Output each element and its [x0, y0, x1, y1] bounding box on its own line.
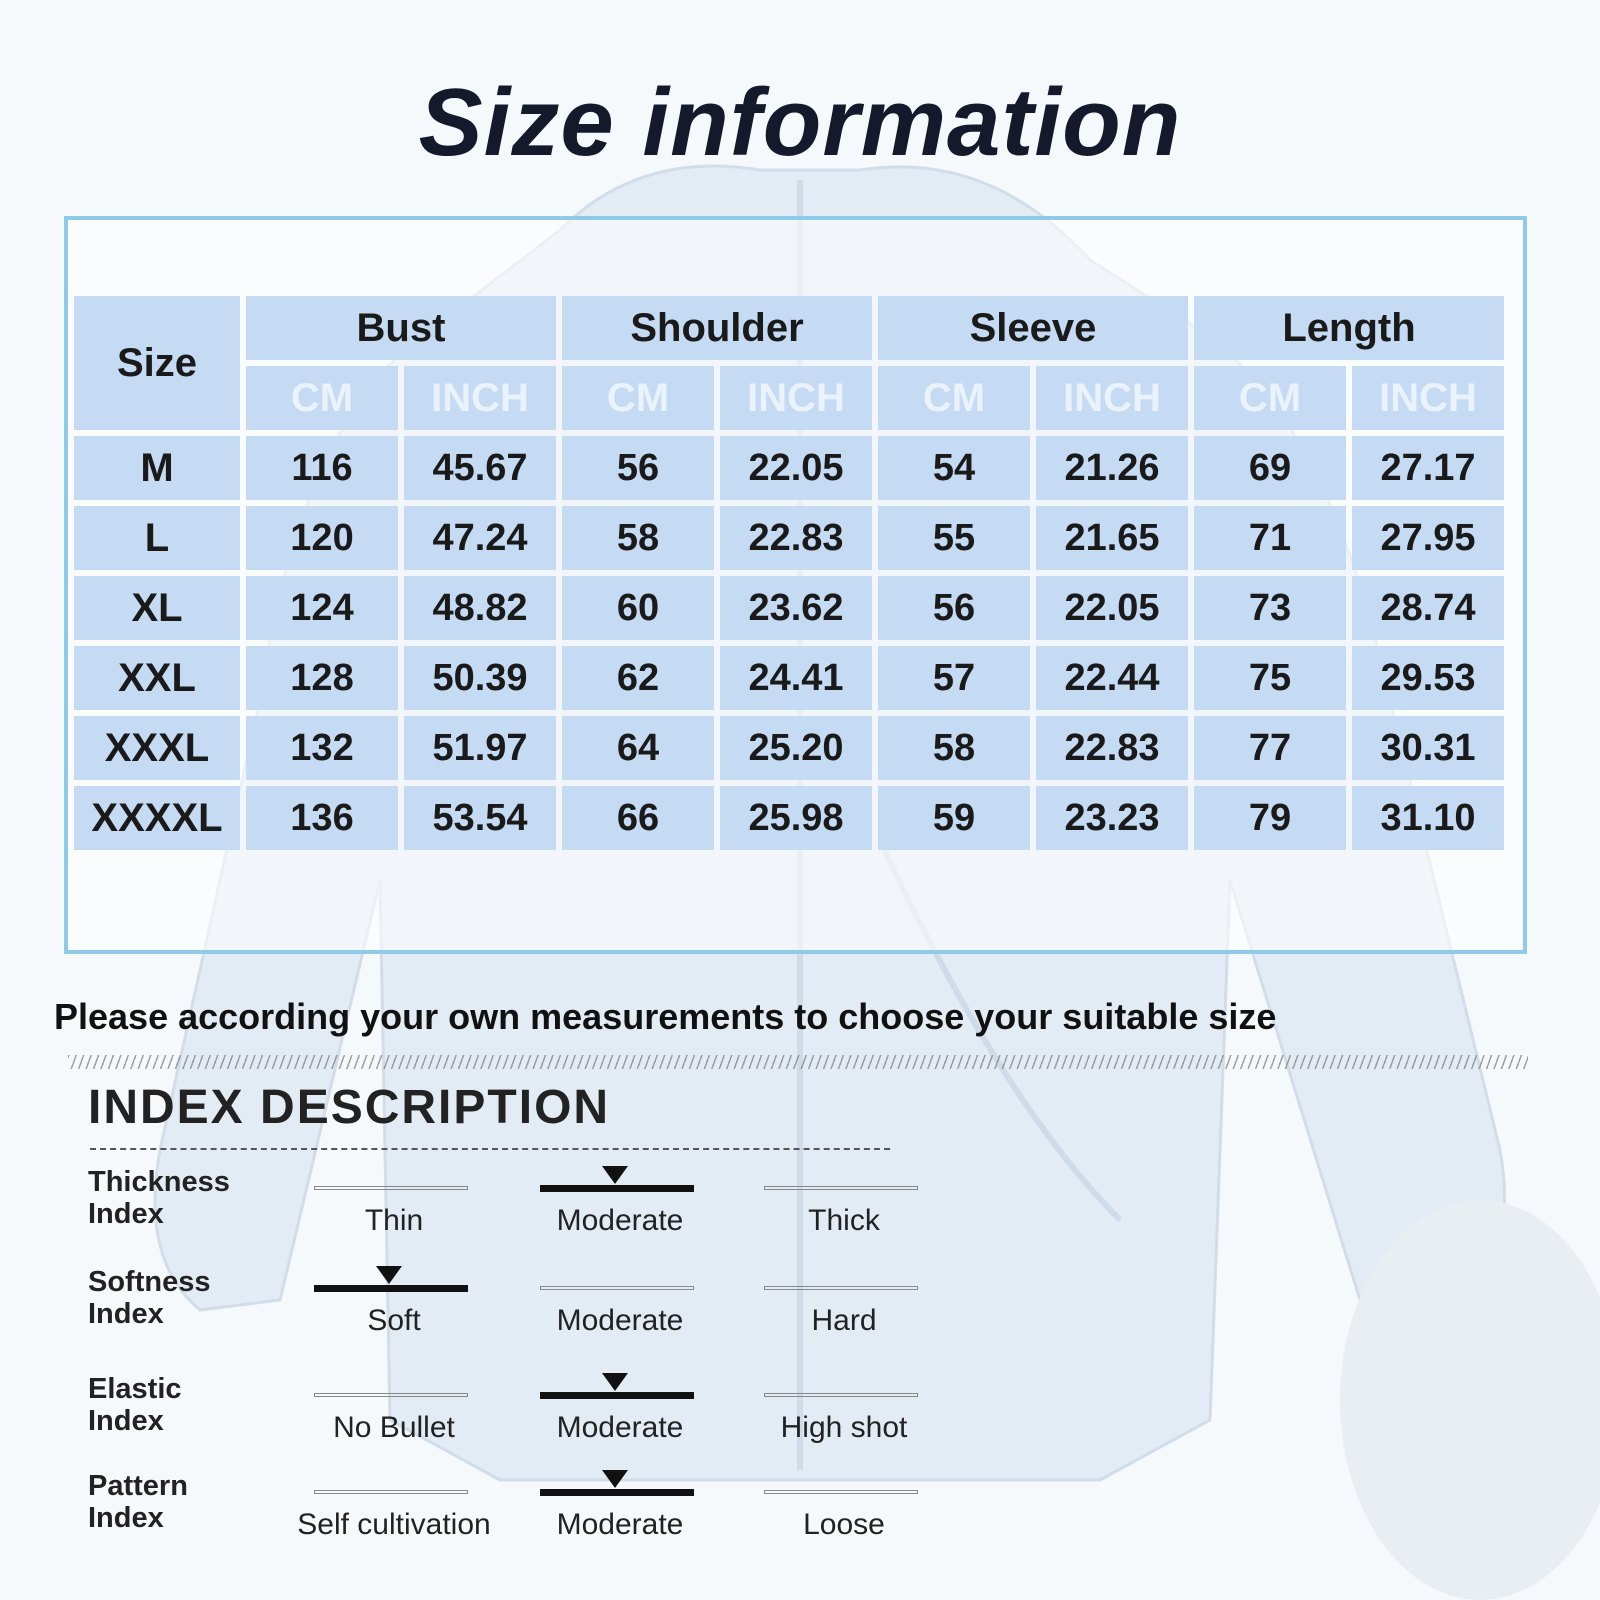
size-column-header: Size	[74, 296, 240, 430]
index-bar	[764, 1286, 918, 1290]
unit-inch: INCH	[1036, 366, 1188, 430]
measurement-cell: 22.83	[720, 506, 872, 570]
index-label-line: Softness	[88, 1266, 211, 1298]
size-cell: XXL	[74, 646, 240, 710]
table-unit-row	[74, 366, 1504, 430]
index-bar	[764, 1393, 918, 1397]
index-option	[764, 1266, 924, 1356]
measurement-cell: 124	[246, 576, 398, 640]
page-title: Size information	[418, 69, 1182, 176]
measurement-cell: 47.24	[404, 506, 556, 570]
index-option	[314, 1166, 474, 1256]
size-table-body	[74, 436, 1504, 850]
index-label-line: Index	[88, 1198, 164, 1230]
index-label	[88, 1166, 268, 1230]
unit-inch: INCH	[720, 366, 872, 430]
measurement-cell: 54	[878, 436, 1030, 500]
sleeve-header: Sleeve	[878, 296, 1188, 360]
index-bar	[314, 1393, 468, 1397]
measurement-cell: 25.20	[720, 716, 872, 780]
index-row	[0, 1266, 1000, 1366]
index-option-label: Thick	[808, 1204, 880, 1237]
table-row	[74, 436, 1504, 500]
index-label-line: Index	[88, 1405, 164, 1437]
measurement-cell: 22.83	[1036, 716, 1188, 780]
index-option	[540, 1166, 700, 1256]
index-bar	[314, 1285, 468, 1292]
index-label-line: Thickness	[88, 1166, 230, 1198]
sizing-advice: Please according your own measurements to choose your suitable size	[54, 996, 1277, 1037]
selected-marker-icon	[602, 1373, 628, 1391]
index-option-label: Hard	[811, 1304, 877, 1337]
measurement-cell: 79	[1194, 786, 1346, 850]
index-option-label: Self cultivation	[297, 1508, 491, 1541]
measurement-cell: 120	[246, 506, 398, 570]
table-row	[74, 716, 1504, 780]
index-label	[88, 1266, 268, 1330]
index-option	[540, 1266, 700, 1356]
unit-cm: CM	[878, 366, 1030, 430]
shoulder-header: Shoulder	[562, 296, 872, 360]
measurement-cell: 71	[1194, 506, 1346, 570]
measurement-cell: 28.74	[1352, 576, 1504, 640]
index-option-label: High shot	[780, 1411, 908, 1444]
size-cell: L	[74, 506, 240, 570]
index-option	[297, 1470, 491, 1560]
measurement-cell: 57	[878, 646, 1030, 710]
unit-cm: CM	[562, 366, 714, 430]
index-row	[0, 1470, 1000, 1570]
selected-marker-icon	[376, 1266, 402, 1284]
index-bar	[540, 1489, 694, 1496]
measurement-cell: 55	[878, 506, 1030, 570]
table-row	[74, 646, 1504, 710]
index-label	[88, 1470, 268, 1534]
index-bar	[764, 1186, 918, 1190]
index-option-label: Thin	[364, 1204, 424, 1237]
measurement-cell: 73	[1194, 576, 1346, 640]
measurement-cell: 27.95	[1352, 506, 1504, 570]
unit-inch: INCH	[404, 366, 556, 430]
bust-header: Bust	[246, 296, 556, 360]
index-option	[314, 1373, 474, 1463]
measurement-cell: 69	[1194, 436, 1346, 500]
measurement-cell: 29.53	[1352, 646, 1504, 710]
dashed-divider	[90, 1148, 890, 1150]
measurement-cell: 31.10	[1352, 786, 1504, 850]
measurement-cell: 58	[878, 716, 1030, 780]
index-option	[540, 1470, 700, 1560]
measurement-cell: 24.41	[720, 646, 872, 710]
size-cell: XXXL	[74, 716, 240, 780]
table-header-row	[74, 296, 1504, 360]
index-option	[764, 1373, 924, 1463]
index-option-label: Moderate	[556, 1204, 684, 1237]
measurement-cell: 136	[246, 786, 398, 850]
measurement-cell: 58	[562, 506, 714, 570]
index-option-label: Moderate	[556, 1508, 684, 1541]
divider	[68, 1055, 1528, 1069]
measurement-cell: 50.39	[404, 646, 556, 710]
index-bar	[540, 1185, 694, 1192]
index-row	[0, 1166, 1000, 1266]
index-option-label: Loose	[803, 1508, 885, 1541]
index-option	[764, 1166, 924, 1256]
measurement-cell: 45.67	[404, 436, 556, 500]
measurement-cell: 22.44	[1036, 646, 1188, 710]
measurement-cell: 56	[878, 576, 1030, 640]
index-label-line: Index	[88, 1502, 164, 1534]
measurement-cell: 30.31	[1352, 716, 1504, 780]
index-option	[540, 1373, 700, 1463]
table-row	[74, 576, 1504, 640]
measurement-cell: 22.05	[720, 436, 872, 500]
measurement-cell: 128	[246, 646, 398, 710]
index-option-label: No Bullet	[333, 1411, 455, 1444]
measurement-cell: 60	[562, 576, 714, 640]
index-option-label: Moderate	[556, 1411, 684, 1444]
measurement-cell: 25.98	[720, 786, 872, 850]
index-row	[0, 1373, 1000, 1473]
index-bar	[540, 1392, 694, 1399]
index-label	[88, 1373, 268, 1437]
index-label-line: Elastic	[88, 1373, 182, 1405]
measurement-cell: 66	[562, 786, 714, 850]
size-table	[68, 290, 1510, 856]
measurement-cell: 62	[562, 646, 714, 710]
index-option	[314, 1266, 474, 1356]
size-cell: XL	[74, 576, 240, 640]
index-option-label: Moderate	[556, 1304, 684, 1337]
measurement-cell: 56	[562, 436, 714, 500]
table-row	[74, 786, 1504, 850]
measurement-cell: 27.17	[1352, 436, 1504, 500]
measurement-cell: 75	[1194, 646, 1346, 710]
index-description-title: INDEX DESCRIPTION	[88, 1081, 611, 1134]
measurement-cell: 21.26	[1036, 436, 1188, 500]
index-bar	[764, 1490, 918, 1494]
measurement-cell: 51.97	[404, 716, 556, 780]
measurement-cell: 53.54	[404, 786, 556, 850]
index-label-line: Pattern	[88, 1470, 188, 1502]
measurement-cell: 59	[878, 786, 1030, 850]
length-header: Length	[1194, 296, 1504, 360]
measurement-cell: 116	[246, 436, 398, 500]
measurement-cell: 64	[562, 716, 714, 780]
size-cell: M	[74, 436, 240, 500]
measurement-cell: 23.23	[1036, 786, 1188, 850]
index-option-label: Soft	[367, 1304, 421, 1337]
size-cell: XXXXL	[74, 786, 240, 850]
unit-inch: INCH	[1352, 366, 1504, 430]
measurement-cell: 22.05	[1036, 576, 1188, 640]
unit-cm: CM	[246, 366, 398, 430]
index-label-line: Index	[88, 1298, 164, 1330]
measurement-cell: 48.82	[404, 576, 556, 640]
index-bar	[314, 1490, 468, 1494]
table-row	[74, 506, 1504, 570]
index-option	[764, 1470, 924, 1560]
selected-marker-icon	[602, 1166, 628, 1184]
measurement-cell: 21.65	[1036, 506, 1188, 570]
measurement-cell: 132	[246, 716, 398, 780]
measurement-cell: 77	[1194, 716, 1346, 780]
selected-marker-icon	[602, 1470, 628, 1488]
index-bar	[314, 1186, 468, 1190]
unit-cm: CM	[1194, 366, 1346, 430]
measurement-cell: 23.62	[720, 576, 872, 640]
index-bar	[540, 1286, 694, 1290]
